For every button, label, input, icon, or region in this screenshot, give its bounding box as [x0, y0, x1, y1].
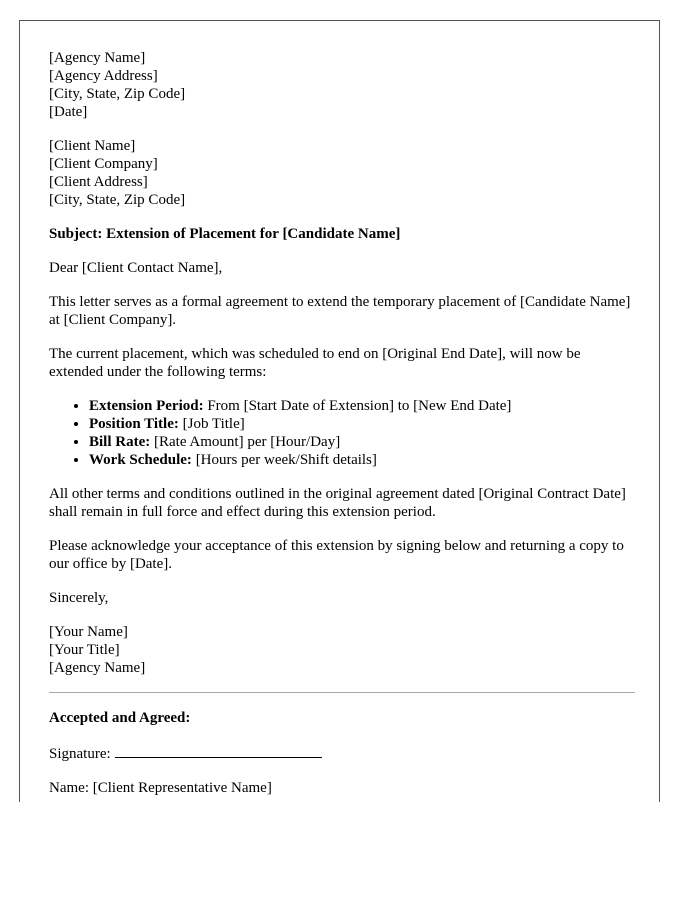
- term-value: From [Start Date of Extension] to [New End Date]: [207, 398, 512, 414]
- term-item: [89, 415, 635, 433]
- paragraph-other-terms: All other terms and conditions outlined in the original agreement dated [Original Contract Date] shall remain in full force and effect during this extension period.: [49, 486, 626, 520]
- spacer: [49, 763, 635, 779]
- signature-label: Signature:: [49, 746, 111, 762]
- spacer: [49, 607, 635, 623]
- recipient-city-state-zip: [City, State, Zip Code]: [49, 192, 186, 208]
- letter-content: [49, 49, 635, 797]
- recipient-client-name: [Client Name]: [49, 138, 136, 154]
- signature-block: [49, 623, 635, 677]
- closing-your-name: [Your Name]: [49, 624, 128, 640]
- spacer: [49, 277, 635, 293]
- spacer: [49, 521, 635, 537]
- closing-agency-name: [Agency Name]: [49, 660, 146, 676]
- term-value: [Job Title]: [182, 416, 245, 432]
- spacer: [49, 573, 635, 589]
- sender-agency-address: [Agency Address]: [49, 68, 158, 84]
- spacer: [49, 209, 635, 225]
- spacer: [49, 243, 635, 259]
- letter-page: [19, 20, 660, 802]
- recipient-client-company: [Client Company]: [49, 156, 158, 172]
- acceptance-heading: Accepted and Agreed:: [49, 710, 191, 726]
- signature-row: [49, 743, 635, 763]
- term-item: [89, 397, 635, 415]
- signature-line[interactable]: [115, 743, 322, 758]
- recipient-block: [49, 137, 635, 209]
- term-label: Position Title:: [89, 416, 179, 432]
- spacer: [49, 727, 635, 743]
- paragraph-acknowledge: Please acknowledge your acceptance of this extension by signing below and returning a copy to our office by [Date].: [49, 538, 624, 572]
- closing-your-title: [Your Title]: [49, 642, 120, 658]
- term-value: [Rate Amount] per [Hour/Day]: [154, 434, 341, 450]
- sender-city-state-zip: [City, State, Zip Code]: [49, 86, 186, 102]
- sender-date: [Date]: [49, 104, 88, 120]
- letter-subject: Subject: Extension of Placement for [Candidate Name]: [49, 226, 401, 242]
- paragraph-intro: This letter serves as a formal agreement to extend the temporary placement of [Candidate Name] at [Client Company].: [49, 294, 631, 328]
- closing-valediction: Sincerely,: [49, 590, 109, 606]
- spacer: [49, 329, 635, 345]
- sender-block: [49, 49, 635, 121]
- term-item: [89, 451, 635, 469]
- client-representative-name: Name: [Client Representative Name]: [49, 780, 272, 796]
- spacer: [49, 121, 635, 137]
- term-item: [89, 433, 635, 451]
- recipient-client-address: [Client Address]: [49, 174, 148, 190]
- term-label: Extension Period:: [89, 398, 204, 414]
- section-divider: [49, 692, 635, 693]
- spacer: [49, 469, 635, 485]
- term-label: Work Schedule:: [89, 452, 192, 468]
- term-label: Bill Rate:: [89, 434, 151, 450]
- spacer: [49, 381, 635, 397]
- paragraph-current-placement: The current placement, which was scheduled to end on [Original End Date], will now be extended under the following terms:: [49, 346, 581, 380]
- term-value: [Hours per week/Shift details]: [195, 452, 377, 468]
- letter-salutation: Dear [Client Contact Name],: [49, 260, 223, 276]
- terms-list: [49, 397, 635, 469]
- sender-agency-name: [Agency Name]: [49, 50, 146, 66]
